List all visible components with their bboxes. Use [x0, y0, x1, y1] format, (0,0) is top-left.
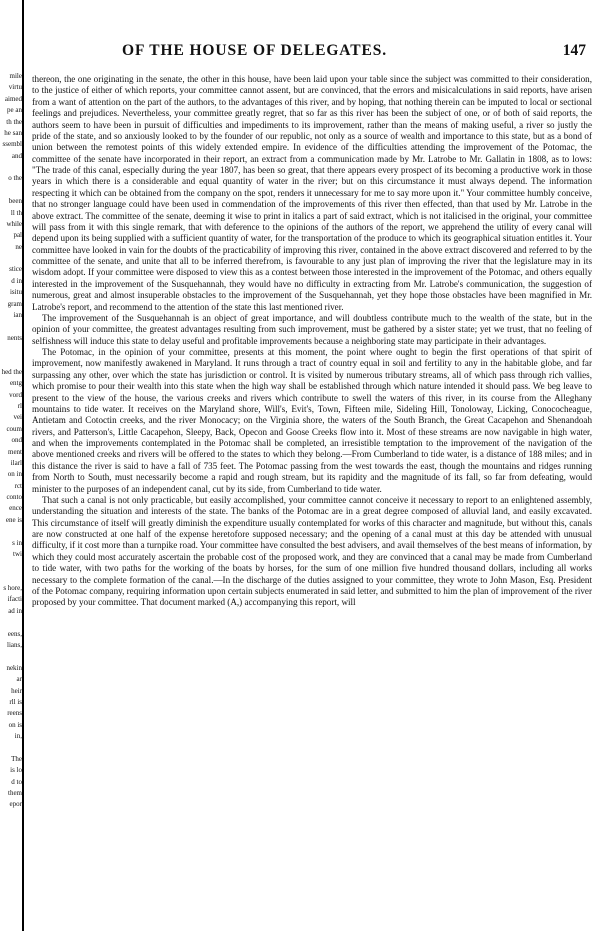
margin-fragment: The	[11, 754, 22, 763]
margin-fragment: nekin	[6, 663, 22, 672]
adjacent-page-margin	[0, 0, 24, 931]
paragraph: That such a canal is not only practicable, but easily accomplished, your committee cannot conceive it necessary to report to an enlightened assembly, understanding the situation and interests of the state. The banks of the Potomac are in a great degree composed of alluvial land, and easily excavated. This circumstance of itself will greatly diminish the expenditure usually contemplated for works of this character and magnitude, but without this, canals are now constructed at one half of the expense heretofore supposed necessary; and the opening of a canal must at this day be attended with unusual difficulty, if it cost more than a turnpike road. Your committee have consulted the best advisers, and avail themselves of the best means of information, by which they could most accurately ascertain the probable cost of the proposed work, and they are convinced that a canal may be made from Cumberland to tide water, with two paths for the working of the boats by horses, for the sum of one million five hundred thousand dollars, including all works necessary to the complete formation of the canal.—In the discharge of the duties assigned to your committee, they wrote to John Mason, Esq. President of the Potomac company, requiring information upon certain subjects enumerated in said letter, and submitted to him the plan of improvement of the river proposed by your committee. That document marked (A,) accompanying this report, will	[32, 494, 592, 608]
paragraph: The improvement of the Susquehannah is an object of great importance, and will doubtless contribute much to the wealth of the state, but in the opinion of your committee, the greatest advantages resulting from such improvement, must be gathered by a sister state; yet we trust, that no feeling of selfishness will induce this state to delay useful and profitable improvements because a neighboring state may participate in their advantages.	[32, 312, 592, 346]
margin-fragment: them	[8, 788, 22, 797]
margin-fragment: ar	[16, 675, 22, 684]
margin-fragment: he san	[4, 128, 22, 137]
page-number: 147	[562, 42, 586, 59]
margin-fragment: rct	[14, 481, 22, 490]
margin-fragment: is lo	[10, 766, 22, 775]
margin-fragment: ment	[8, 447, 22, 456]
margin-fragment: vei	[13, 413, 22, 422]
running-head: OF THE HOUSE OF DELEGATES.	[122, 42, 387, 59]
margin-fragment: rl	[17, 402, 22, 411]
margin-fragment: coum	[6, 424, 22, 433]
margin-fragment: on in	[7, 470, 22, 479]
margin-fragment: heir	[11, 686, 22, 695]
paragraph: The Potomac, in the opinion of your committee, presents at this moment, the point where ought to begin the first operations of that spirit of improvement, now manifestly awakened in Maryland. It runs through a tract of country equal in soil and fertility to any in the habitable globe, and far surpassing any other, over which the state has jurisdiction or control. It is visited by numerous tributary streams, all of which pass through rich vallies, which promise to pour their wealth into this state when the high way shall be established through which nature intended it should pass. We beg leave to present to the view of the house, the various creeks and rivers which contribute to swell the waters of this river, in its course from the Alleghany mountains to tide water. It receives on the Maryland shore, Will's, Evit's, Town, Fifteen mile, Sideling Hill, Tonoloway, Licking, Conococheague, Antietam and Cotoctin creeks, and the river Monocacy; on the Virginia shore, the waters of the South Branch, the Great Cacapehon and Shenandoah rivers, and Patterson's, Little Cacapehon, Sleepy, Back, Opecon and Goose Creeks flow into it. Most of these streams are now navigable in high water, and when the improvements contemplated in the Potomac shall be completed, an irresistible temptation to the improvement of the navigation of the above mentioned creeks and rivers will be offered to the states to which they belong.—From Cumberland to tide water, is a distance of 188 miles; and in this distance the river is said to have a fall of 735 feet. The Potomac passing from the west towards the east, though the mountains and ridges running from North to South, must necessarily become a rapid and rough stream, but its rapidity and the magnitude of its fall, so far from defeating, would minister to the purposes of an independent canal, cut by its side, from Cumberland to tide water.	[32, 347, 592, 494]
margin-fragment: ll th	[10, 208, 22, 217]
margin-fragment: lians,	[7, 641, 22, 649]
margin-fragment: stice	[9, 265, 22, 274]
margin-fragment: on is	[8, 720, 22, 729]
margin-fragment: ian	[13, 310, 22, 319]
margin-fragment: s hore,	[3, 584, 22, 593]
margin-fragment: gram	[7, 299, 22, 308]
margin-fragment: reens	[7, 709, 22, 718]
page-header	[30, 42, 596, 62]
margin-fragment: d in	[11, 276, 22, 285]
margin-fragment: ad in	[8, 606, 22, 615]
margin-fragment: eens,	[7, 629, 22, 638]
paragraph: thereon, the one originating in the senate, the other in this house, have been laid upon your table since the subject was committed to their consideration, to the justice of either of which reports, your committee cannot assent, but are convinced, that the errors and misicalculations in said reports, have arisen from a want of attention on the part of the authors, to the advantages of this river, and by hoping, that nothing therein can be imputed to local or sectional feelings and prejudices. Nevertheless, your committee greatly regret, that so far as this river has been the subject of one, or of both of said reports, the authors seem to have been in pursuit of difficulties and impediments to its improvement, rather than the means of making useful, a river so justly the pride of the state, and so anxiously looked to by the founder of our republic, not only as a source of wealth and importance to this state, but as a bond of union between the remotest points of this widely extended empire. In evidence of the difficulties attending the improvement of the Potomac, the committee of the senate have incorporated in their report, an extract from a communication made by Mr. Latrobe to Mr. Gallatin in 1808, as to lows: "The trade of this canal, especially during the year 1807, has been so great, that there appears every prospect of its becoming a productive work in those years in which there is a considerable and equal quantity of water in the river; but on this circumstance it must always depend. The information respecting it which can be obtained from the company on the spot, renders it unnecessary for me to say more upon it." Your committee humbly conceive, that no stronger language could have been used in commendation of the improvements of this river then effected, than that used by Mr. Latrobe in the above extract. The committee of the senate, deeming it wise to print in italics a part of said extract, which is not italicised in the original, your committee will pass from it with this single remark, that with deference to the opinions of the authors of the report, we apprehend the utility of every canal will depend upon its being supplied with a sufficient quantity of water, for the transportation of the produce to which its geographical situation entitles it. Your committee have looked in vain for the doubts of the practicability of improving this river, contained in the above extract discovered and referred to by the committee of the senate, and unite that all to be inferred therefrom, is favourable to any just plan of improving the river that the legislature may in its wisdom adopt. If your committee were disposed to view this as a contest between those interested in the improvement of the Potomac, and others equally interested in the improvement of the Susquehannah, they would have no difficulty in extracting from Mr. Latrobe's communication, the suggestion of numerous, great and almost insuperable obstacles to the improvement of the Susquehannah, yet they hope those obstacles have been magnified in Mr. Latrobe's report, and recommend to the attention of the state this last mentioned river.	[32, 74, 592, 312]
margin-fragment: in,	[14, 732, 22, 741]
margin-fragment: vord	[9, 390, 22, 399]
margin-fragment: rll is	[9, 697, 22, 706]
body-text	[32, 74, 592, 609]
margin-fragment: d to	[11, 777, 22, 786]
margin-fragment: s in	[12, 538, 22, 547]
margin-fragment: ence	[9, 504, 22, 513]
margin-fragment: been	[8, 197, 22, 206]
margin-fragment: aimed	[4, 94, 22, 103]
margin-fragment: while	[6, 219, 22, 228]
margin-fragment: twi	[13, 549, 22, 558]
margin-fragment: and	[11, 151, 22, 160]
margin-fragment: pe an	[7, 106, 22, 115]
margin-fragment: o the	[8, 174, 22, 183]
margin-fragment: epor	[9, 800, 22, 809]
margin-fragment: ssembl	[2, 140, 22, 149]
document-page	[30, 0, 598, 931]
margin-fragment: virtu	[8, 83, 22, 92]
margin-fragment: ilarl	[10, 458, 22, 467]
margin-fragment: ne	[15, 242, 22, 251]
margin-fragment: ene is	[5, 515, 22, 524]
margin-fragment: ond	[11, 436, 22, 445]
margin-fragment: entg	[9, 379, 22, 388]
margin-fragment: th the	[6, 117, 22, 126]
margin-fragment: pal	[13, 231, 22, 240]
margin-fragment: hed the	[1, 367, 22, 376]
margin-fragment: nents	[7, 333, 22, 342]
gutter-shadow	[22, 0, 24, 931]
margin-fragment: isitu	[9, 288, 22, 297]
margin-fragment: ifacti	[7, 595, 22, 604]
margin-fragment: conto	[6, 493, 22, 502]
margin-fragment: mile	[9, 72, 22, 80]
